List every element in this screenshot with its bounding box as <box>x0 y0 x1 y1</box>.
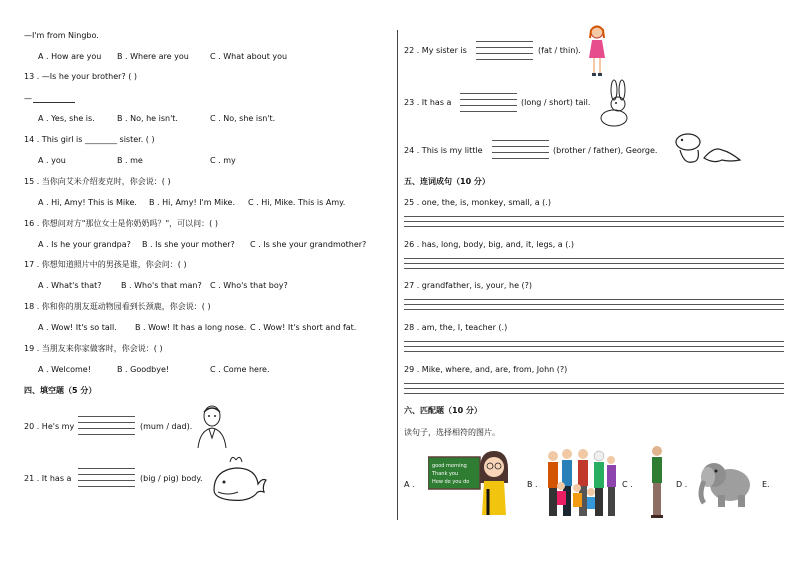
q19-option-a: A . Welcome! <box>38 365 91 374</box>
q25-answer-line[interactable] <box>404 226 784 227</box>
q13-option-c: C . No, she isn't. <box>210 114 276 123</box>
q19-question: 19 . 当朋友来你家做客时，你会说：( ) <box>24 344 163 353</box>
q24-choices: (brother / father), George. <box>553 146 658 155</box>
q25-words: 25 . one, the, is, monkey, small, a (.) <box>404 198 551 207</box>
q24-guide-line <box>492 140 549 141</box>
whale-image <box>208 452 268 508</box>
match-label-c: C . <box>622 480 633 489</box>
q14-question: 14 . This girl is ________ sister. ( ) <box>24 135 155 144</box>
q19-option-c: C . Come here. <box>210 365 270 374</box>
q14-option-a: A . you <box>38 156 66 165</box>
column-divider <box>397 30 398 520</box>
q24-prompt: 24 . This is my little <box>404 146 483 155</box>
q27-guide-line <box>404 304 784 305</box>
q17-option-c: C . Who's that boy? <box>210 281 288 290</box>
match-instruction: 读句子，选择相符的图片。 <box>404 428 500 437</box>
q23-choices: (long / short) tail. <box>521 98 591 107</box>
q23-guide-line <box>460 93 517 94</box>
q21-guide-line <box>78 474 135 475</box>
q13-answer-blank[interactable] <box>33 94 75 103</box>
thin-girl-image <box>586 24 608 82</box>
q28-guide-line <box>404 346 784 347</box>
q22-guide-line <box>476 47 533 48</box>
q23-prompt: 23 . It has a <box>404 98 452 107</box>
match-label-b: B . <box>527 480 538 489</box>
q13-dash: — <box>24 94 32 103</box>
q15-option-b: B . Hi, Amy! I'm Mike. <box>149 198 236 207</box>
board-line-1: good morning <box>432 463 467 469</box>
q22-answer-line[interactable] <box>476 59 533 60</box>
q18-option-b: B . Wow! It has a long nose. <box>135 323 247 332</box>
q27-words: 27 . grandfather, is, your, he (?) <box>404 281 533 290</box>
q15-question: 15 . 当你向艾米介绍麦克时，你会说：( ) <box>24 177 171 186</box>
q20-choices: (mum / dad). <box>140 422 193 431</box>
q20-answer-line[interactable] <box>78 434 135 435</box>
rabbit-image <box>598 78 634 132</box>
q20-prompt: 20 . He's my <box>24 422 75 431</box>
q22-guide-line <box>476 53 533 54</box>
q13-question: 13 . —Is he your brother? ( ) <box>24 72 138 81</box>
q22-guide-line <box>476 41 533 42</box>
q20-guide-line <box>78 422 135 423</box>
q20-guide-line <box>78 428 135 429</box>
tall-man-image <box>646 444 668 524</box>
q23-guide-line <box>460 105 517 106</box>
q15-option-a: A . Hi, Amy! This is Mike. <box>38 198 137 207</box>
q27-answer-line[interactable] <box>404 309 784 310</box>
q28-words: 28 . am, the, I, teacher (.) <box>404 323 508 332</box>
q26-guide-line <box>404 258 784 259</box>
q13-option-a: A . Yes, she is. <box>38 114 95 123</box>
match-label-e: E. <box>762 480 770 489</box>
q18-option-c: C . Wow! It's short and fat. <box>250 323 357 332</box>
q26-guide-line <box>404 263 784 264</box>
pig-with-dinosaur-image <box>670 128 742 172</box>
q24-guide-line <box>492 146 549 147</box>
q16-question: 16 . 你想问对方"那位女士是你奶奶吗？"，可以问：( ) <box>24 219 218 228</box>
q17-question: 17 . 你想知道照片中的男孩是谁，你会问：( ) <box>24 260 187 269</box>
q12-option-c: C . What about you <box>210 52 288 61</box>
q12-option-b: B . Where are you <box>117 52 189 61</box>
q23-guide-line <box>460 99 517 100</box>
q13-option-b: B . No, he isn't. <box>117 114 178 123</box>
q21-guide-line <box>78 480 135 481</box>
section-5-heading: 五、连词成句（10 分） <box>404 177 490 186</box>
man-portrait-image <box>194 404 230 452</box>
q23-answer-line[interactable] <box>460 111 517 112</box>
q29-words: 29 . Mike, where, and, are, from, John (?) <box>404 365 568 374</box>
family-group-image <box>543 446 619 524</box>
q29-answer-line[interactable] <box>404 393 784 394</box>
q22-choices: (fat / thin). <box>538 46 581 55</box>
q21-answer-line[interactable] <box>78 486 135 487</box>
q17-option-a: A . What's that? <box>38 281 102 290</box>
q15-option-c: C . Hi, Mike. This is Amy. <box>248 198 346 207</box>
q18-question: 18 . 你和你的朋友逛动物园看到长颈鹿，你会说：( ) <box>24 302 211 311</box>
q24-answer-line[interactable] <box>492 158 549 159</box>
board-line-2: Thank you <box>432 471 459 477</box>
q21-guide-line <box>78 468 135 469</box>
q19-option-b: B . Goodbye! <box>117 365 170 374</box>
q28-answer-line[interactable] <box>404 351 784 352</box>
q14-option-b: B . me <box>117 156 143 165</box>
q18-option-a: A . Wow! It's so tall. <box>38 323 117 332</box>
q29-guide-line <box>404 388 784 389</box>
q21-prompt: 21 . It has a <box>24 474 72 483</box>
q25-guide-line <box>404 216 784 217</box>
board-line-3: How do you do <box>432 479 470 485</box>
match-label-a: A . <box>404 480 415 489</box>
q22-prompt: 22 . My sister is <box>404 46 467 55</box>
q28-guide-line <box>404 341 784 342</box>
q25-guide-line <box>404 221 784 222</box>
section-6-heading: 六、匹配题（10 分） <box>404 406 482 415</box>
elephant-image <box>696 455 756 515</box>
q20-guide-line <box>78 416 135 417</box>
q16-option-b: B . Is she your mother? <box>142 240 235 249</box>
q14-option-c: C . my <box>210 156 236 165</box>
q17-option-b: B . Who's that man? <box>121 281 202 290</box>
q26-words: 26 . has, long, body, big, and, it, legs, a (.) <box>404 240 575 249</box>
match-label-d: D . <box>676 480 688 489</box>
section-4-heading: 四、填空题（5 分） <box>24 386 97 395</box>
q12-answer-line: —I'm from Ningbo. <box>24 31 99 40</box>
q16-option-c: C . Is she your grandmother? <box>250 240 367 249</box>
q27-guide-line <box>404 299 784 300</box>
q26-answer-line[interactable] <box>404 268 784 269</box>
teacher-with-blackboard-image <box>428 449 518 519</box>
q12-option-a: A . How are you <box>38 52 102 61</box>
q24-guide-line <box>492 152 549 153</box>
q29-guide-line <box>404 383 784 384</box>
q16-option-a: A . Is he your grandpa? <box>38 240 131 249</box>
q21-choices: (big / pig) body. <box>140 474 203 483</box>
